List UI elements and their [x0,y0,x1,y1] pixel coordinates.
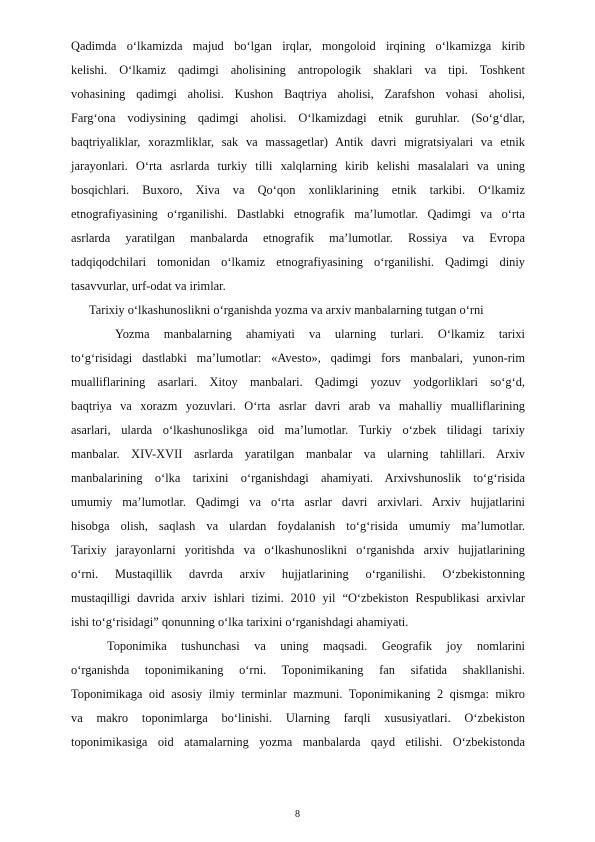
text-line: vohasining qadimgi aholisi. Kushon Baqtriya aholisi, Zarafshon vohasi aholisi, [71,87,525,101]
text-line: Farg‘ona vodiysining qadimgi aholisi. O‘lkamizdagi etnik guruhlar. (So‘g‘dlar, [71,111,525,125]
text-line: ishi to‘g‘risidagi” qonunning o‘lka tarixini o‘rganishdagi ahamiyati. [71,615,409,629]
page-number: 8 [295,809,300,820]
text-line: kelishi. O‘lkamiz qadimgi aholisining antropologik shaklari va tipi. Toshkent [71,63,525,77]
text-line: Yozma manbalarning ahamiyati va ularning turlari. O‘lkamiz tarixi [115,327,525,341]
text-line: o‘rni. Mustaqillik davrda arxiv hujjatlarining o‘rganilishi. O‘zbekistonning [71,567,525,581]
text-line: mustaqilligi davrida arxiv ishlari tizimi. 2010 yil “O‘zbekiston Respublikasi arxivlar [71,591,525,605]
text-line: umumiy ma’lumotlar. Qadimgi va o‘rta asrlar davri arxivlari. Arxiv hujjatlarini [71,495,525,509]
text-line: jarayonlari. O‘rta asrlarda turkiy tilli xalqlarning kirib kelishi masalalari va uning [71,159,525,173]
text-line: hisobga olish, saqlash va ulardan foydalanish to‘g‘risida umumiy ma’lumotlar. [71,519,525,533]
text-line: Qadimda o‘lkamizda majud bo‘lgan irqlar, mongoloid irqining o‘lkamizga kirib [71,39,525,53]
text-line: to‘g‘risidagi dastlabki ma’lumotlar: «Avesto», qadimgi fors manbalari, yunon-rim [71,351,525,365]
text-line: o‘rganishda toponimikaning o‘rni. Toponimikaning fan sifatida shakllanishi. [71,663,525,677]
text-line: manbalarining o‘lka tarixini o‘rganishdagi ahamiyati. Arxivshunoslik to‘g‘risida [71,471,525,485]
text-line: asrlarda yaratilgan manbalarda etnografik ma’lumotlar. Rossiya va Evropa [71,231,525,245]
text-line: baqtriyaliklar, xorazmliklar, sak va massagetlar) Antik davri migratsiyalari va etnik [71,135,525,149]
text-line: tadqiqodchilari tomonidan o‘lkamiz etnografiyasining o‘rganilishi. Qadimgi diniy [71,255,525,269]
text-line: tasavvurlar, urf-odat va irimlar. [71,279,226,293]
text-line: bosqichlari. Buxoro, Xiva va Qo‘qon xonliklarining etnik tarkibi. O‘lkamiz [71,183,525,197]
section-heading: Tarixiy o‘lkashunoslikni o‘rganishda yozma va arxiv manbalarning tutgan o‘rni [89,303,484,317]
text-line: Toponimikaga oid asosiy ilmiy terminlar mazmuni. Toponimikaning 2 qismga: mikro [71,687,525,701]
text-line: manbalar. XIV-XVII asrlarda yaratilgan manbalar va ularning tahlillari. Arxiv [71,447,525,461]
text-line: baqtriya va xorazm yozuvlari. O‘rta asrlar davri arab va mahalliy mualliflarining [71,399,525,413]
text-line: etnografiyasining o‘rganilishi. Dastlabki etnografik ma’lumotlar. Qadimgi va o‘rta [71,207,525,221]
text-line: asarlari, ularda o‘lkashunoslikga oid ma’lumotlar. Turkiy o‘zbek tilidagi tarixiy [71,423,525,437]
text-line: Toponimika tushunchasi va uning maqsadi. Geografik joy nomlarini [107,639,525,653]
text-line: va makro toponimlarga bo‘linishi. Ularning farqli xususiyatlari. O‘zbekiston [71,711,525,725]
text-line: Tarixiy jarayonlarni yoritishda va o‘lkashunoslikni o‘rganishda arxiv hujjatlarining [71,543,525,557]
text-line: mualliflarining asarlari. Xitoy manbalari. Qadimgi yozuv yodgorliklari so‘g‘d, [71,375,525,389]
text-line: toponimikasiga oid atamalarning yozma manbalarda qayd etilishi. O‘zbekistonda [71,735,525,749]
